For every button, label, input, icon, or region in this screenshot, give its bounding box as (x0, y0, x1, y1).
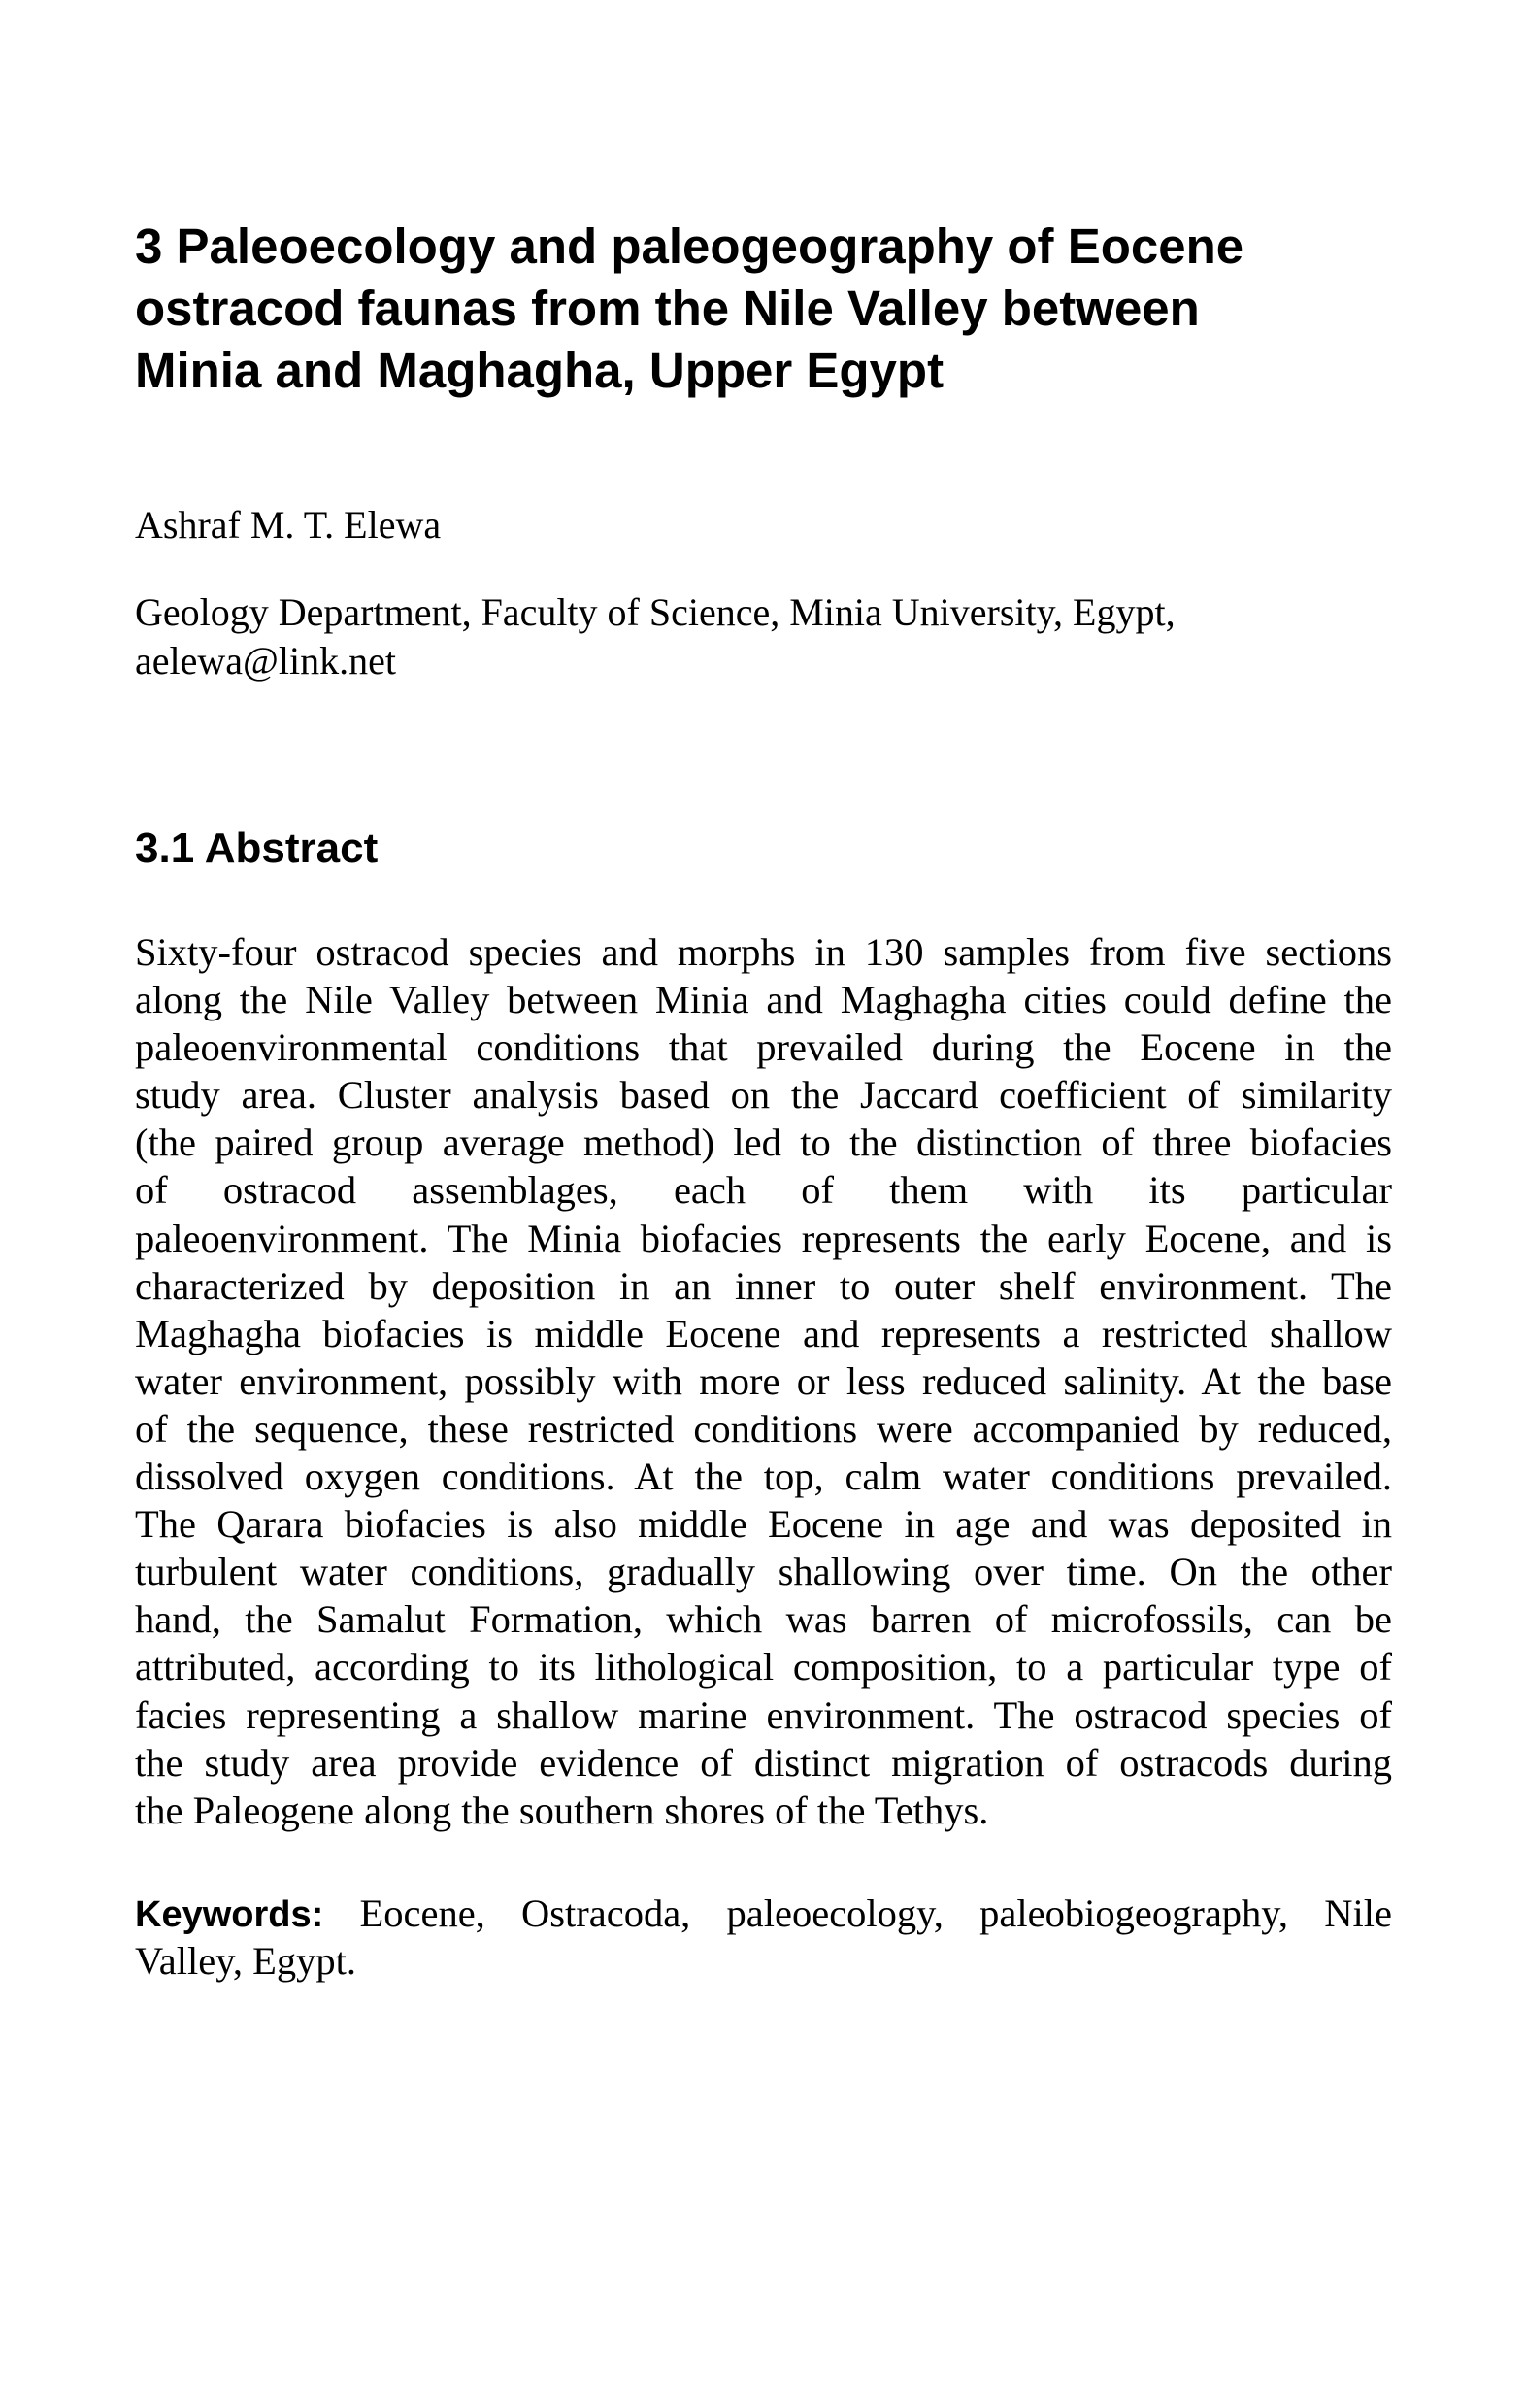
chapter-title (135, 216, 1392, 402)
abstract-line: paleoenvironment. The Minia biofacies represents the early Eocene, and is (135, 1216, 1392, 1260)
abstract-line: the Paleogene along the southern shores of the Tethys. (135, 1788, 989, 1832)
chapter-title-line: 3 Paleoecology and paleogeography of Eocene (135, 218, 1244, 274)
author-affiliation (135, 588, 1392, 686)
abstract-line: (the paired group average method) led to the distinction of three biofacies (135, 1120, 1392, 1165)
abstract-line: Maghagha biofacies is middle Eocene and represents a restricted shallow (135, 1311, 1392, 1355)
abstract-line: Sixty-four ostracod species and morphs in 130 samples from five sections (135, 930, 1392, 974)
abstract-line: paleoenvironmental conditions that prevailed during the Eocene in the (135, 1025, 1392, 1070)
abstract-line: of ostracod assemblages, each of them with its particular (135, 1168, 1392, 1213)
abstract-line: The Qarara biofacies is also middle Eocene in age and was deposited in (135, 1502, 1392, 1547)
chapter-title-line: ostracod faunas from the Nile Valley between (135, 281, 1200, 336)
keywords-label: Keywords: (135, 1894, 324, 1935)
abstract-line: study area. Cluster analysis based on the Jaccard coefficient of similarity (135, 1073, 1392, 1118)
abstract-line: of the sequence, these restricted conditions were accompanied by reduced, (135, 1406, 1392, 1451)
abstract-line: water environment, possibly with more or less reduced salinity. At the base (135, 1358, 1392, 1403)
keywords-list: Eocene, Ostracoda, paleoecology, paleobiogeography, Nile (323, 1891, 1392, 1935)
keywords-line (135, 1890, 1392, 1937)
author-email: aelewa@link.net (135, 639, 396, 683)
abstract-body (135, 928, 1392, 1834)
abstract-heading: 3.1 Abstract (135, 824, 379, 872)
affiliation-line: Geology Department, Faculty of Science, Minia University, Egypt, (135, 590, 1176, 634)
keywords-line: Valley, Egypt. (135, 1939, 356, 1983)
abstract-line: attributed, according to its lithological composition, to a particular type of (135, 1645, 1392, 1689)
abstract-line: turbulent water conditions, gradually shallowing over time. On the other (135, 1550, 1392, 1594)
abstract-line: characterized by deposition in an inner to outer shelf environment. The (135, 1263, 1392, 1308)
author-name: Ashraf M. T. Elewa (135, 503, 442, 547)
keywords-paragraph (135, 1890, 1392, 1985)
abstract-line: facies representing a shallow marine environment. The ostracod species of (135, 1692, 1392, 1737)
abstract-line: the study area provide evidence of distinct migration of ostracods during (135, 1740, 1392, 1785)
abstract-line: dissolved oxygen conditions. At the top, calm water conditions prevailed. (135, 1455, 1392, 1499)
chapter-title-line: Minia and Maghagha, Upper Egypt (135, 343, 945, 398)
abstract-line: hand, the Samalut Formation, which was barren of microfossils, can be (135, 1597, 1392, 1642)
abstract-line: along the Nile Valley between Minia and Maghagha cities could define the (135, 978, 1392, 1022)
